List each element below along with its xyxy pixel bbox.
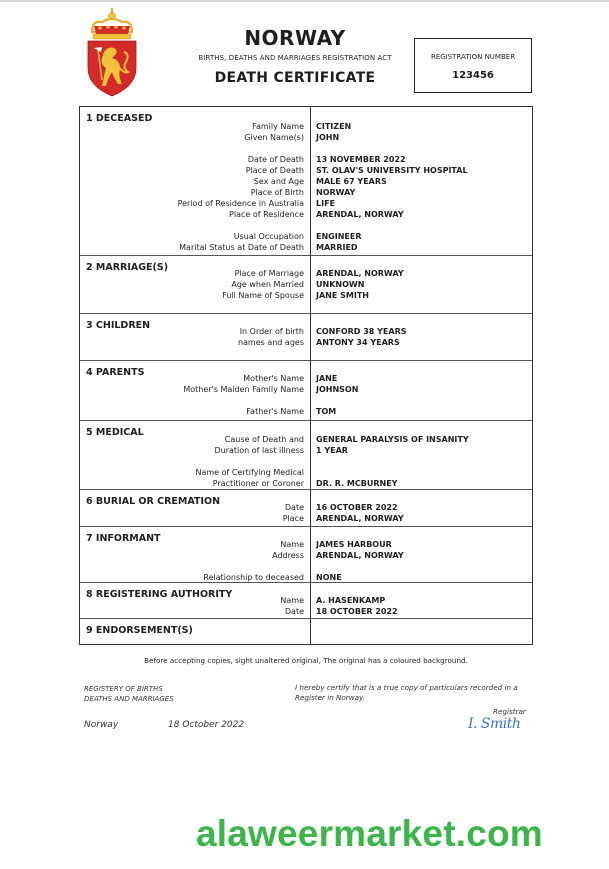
section-title: 6 BURIAL OR CREMATION	[86, 496, 221, 507]
field-value: JANE	[316, 374, 338, 383]
field-value: TOM	[316, 407, 337, 416]
section-registering-authority	[80, 583, 532, 619]
field-label: Mother's Name	[243, 374, 304, 383]
document-title: DEATH CERTIFICATE	[214, 70, 376, 86]
field-label: Relationship to deceased	[203, 573, 304, 582]
field-value: JANE SMITH	[316, 291, 369, 300]
section-deceased	[80, 107, 532, 256]
section-title: 4 PARENTS	[86, 367, 145, 378]
field-value: NONE	[316, 573, 342, 582]
field-value: A. HASENKAMP	[316, 596, 386, 605]
section-informant	[80, 527, 532, 583]
field-label: Name of Certifying Medical	[195, 468, 304, 477]
registration-number-box	[414, 38, 532, 93]
field-value: 13 NOVEMBER 2022	[316, 155, 406, 164]
section-children	[80, 314, 532, 361]
field-label: Place of Death	[245, 166, 304, 175]
certification-statement	[295, 683, 535, 703]
field-label: Date	[284, 503, 304, 512]
section-title: 2 MARRIAGE(S)	[86, 262, 169, 273]
field-label: Given Name(s)	[244, 133, 304, 142]
certify-line-1: I hereby certify that is a true copy of particulars recorded in a	[295, 683, 518, 692]
certificate-table	[79, 106, 533, 645]
field-value: ARENDAL, NORWAY	[316, 269, 404, 278]
field-value: ST. OLAV'S UNIVERSITY HOSPITAL	[316, 166, 468, 175]
field-value: ARENDAL, NORWAY	[316, 514, 404, 523]
issue-date: 18 October 2022	[168, 720, 245, 730]
field-label: Marital Status at Date of Death	[179, 243, 304, 252]
registrar-label: Registrar	[493, 707, 526, 716]
field-label: Date	[284, 607, 304, 616]
field-value: DR. R. MCBURNEY	[316, 479, 398, 488]
registry-name	[84, 684, 174, 704]
field-label: Full Name of Spouse	[222, 291, 304, 300]
section-title: 8 REGISTERING AUTHORITY	[86, 589, 233, 600]
field-label: Cause of Death and	[224, 435, 304, 444]
field-label: Place of Residence	[229, 210, 304, 219]
field-label: Address	[272, 551, 304, 560]
field-value: MARRIED	[316, 243, 358, 252]
field-label: Mother's Maiden Family Name	[183, 385, 304, 394]
registry-line-2: DEATHS AND MARRIAGES	[84, 695, 174, 703]
field-value: MALE 67 YEARS	[316, 177, 387, 186]
section-medical	[80, 421, 532, 490]
section-title: 7 INFORMANT	[86, 533, 161, 544]
field-label: Usual Occupation	[233, 232, 304, 241]
field-value: ANTONY 34 YEARS	[316, 338, 400, 347]
section-title: 5 MEDICAL	[86, 427, 144, 438]
field-value: 1 YEAR	[316, 446, 348, 455]
field-label: Place of Birth	[250, 188, 304, 197]
field-value: LIFE	[316, 199, 336, 208]
field-value: JOHN	[316, 133, 340, 142]
field-label: Place	[282, 514, 304, 523]
registration-number: 123456	[452, 70, 494, 81]
norway-coat-of-arms-icon	[82, 6, 142, 98]
field-value: JOHNSON	[316, 385, 359, 394]
field-value: UNKNOWN	[316, 280, 365, 289]
field-value: GENERAL PARALYSIS OF INSANITY	[316, 435, 469, 444]
field-value: ARENDAL, NORWAY	[316, 210, 404, 219]
field-label: Place of Marriage	[234, 269, 304, 278]
certify-line-2: Register in Norway.	[295, 693, 366, 702]
field-value: CONFORD 38 YEARS	[316, 327, 407, 336]
field-value: 16 OCTOBER 2022	[316, 503, 398, 512]
field-label: Name	[280, 596, 304, 605]
field-label: Age when Married	[231, 280, 304, 289]
field-label: Father's Name	[246, 407, 304, 416]
field-value: NORWAY	[316, 188, 356, 197]
section-endorsements	[80, 619, 532, 644]
field-label: Date of Death	[247, 155, 304, 164]
section-parents	[80, 361, 532, 421]
field-value: 18 OCTOBER 2022	[316, 607, 398, 616]
field-value: ENGINEER	[316, 232, 362, 241]
field-label: In Order of birth	[239, 327, 304, 336]
section-burial	[80, 490, 532, 527]
top-border	[0, 0, 609, 2]
copy-notice: Before accepting copies, sight unaltered original, The original has a coloured background.	[144, 656, 468, 665]
registrar-signature: I. Smith	[468, 716, 521, 732]
act-subtitle: BIRTHS, DEATHS AND MARRIAGES REGISTRATION ACT	[198, 54, 392, 62]
field-label: Sex and Age	[253, 177, 304, 186]
section-title: 3 CHILDREN	[86, 320, 151, 331]
field-label: Name	[280, 540, 304, 549]
registration-label: REGISTRATION NUMBER	[430, 53, 516, 61]
field-value: ARENDAL, NORWAY	[316, 551, 404, 560]
field-value: CITIZEN	[316, 122, 352, 131]
field-label: Period of Residence in Australia	[177, 199, 304, 208]
registry-line-1: REGISTERY OF BIRTHS	[84, 685, 163, 693]
field-label: Practitioner or Coroner	[212, 479, 304, 488]
watermark-text: alaweermarket.com	[196, 813, 543, 854]
field-value: JAMES HARBOUR	[316, 540, 392, 549]
field-label: names and ages	[237, 338, 304, 347]
field-label: Duration of last illness	[214, 446, 304, 455]
field-label: Family Name	[252, 122, 304, 131]
section-title: 1 DECEASED	[86, 113, 153, 124]
section-marriage	[80, 256, 532, 314]
section-title: 9 ENDORSEMENT(S)	[86, 625, 193, 636]
issue-place: Norway	[84, 720, 119, 730]
country-title: NORWAY	[244, 26, 346, 50]
